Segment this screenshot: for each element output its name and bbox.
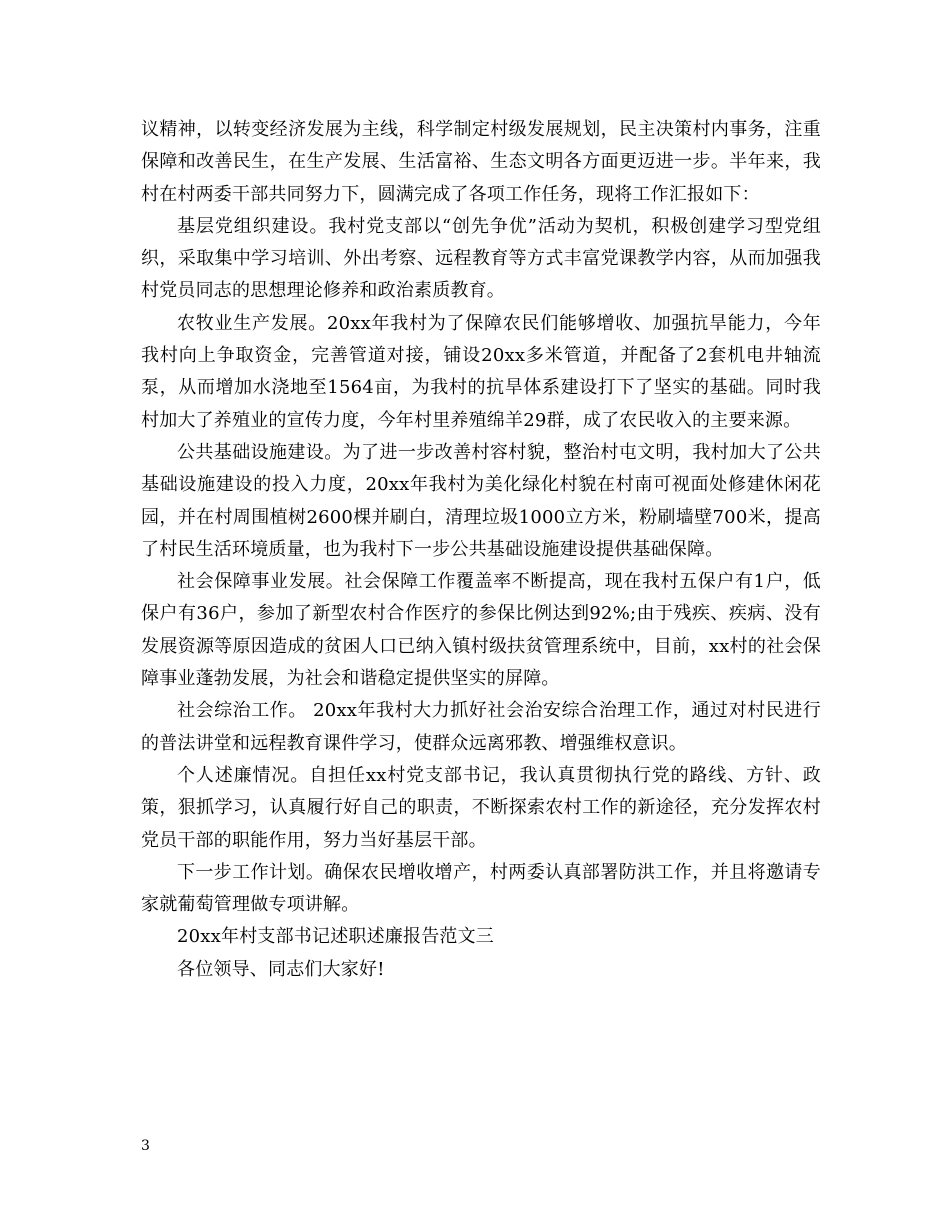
paragraph-infrastructure: 公共基础设施建设。为了进一步改善村容村貌，整治村屯文明，我村加大了公共基础设施建设的投入力度，20xx年我村为美化绿化村貌在村南可视面处修建休闲花园，并在村周围植树2600棵并刷白，清理垃圾1000立方米，粉刷墙壁700米，提高了村民生活环境质量，也为我村下一步公共基础设施建设提供基础保障。 (141, 441, 821, 560)
document-body (141, 114, 821, 986)
paragraph-social-security: 社会保障事业发展。社会保障工作覆盖率不断提高，现在我村五保户有1户，低保户有36户，参加了新型农村合作医疗的参保比例达到92%;由于残疾、疾病、没有发展资源等原因造成的贫困人口已纳入镇村级扶贫管理系统中，目前，xx村的社会保障事业蓬勃发展，为社会和谐稳定提供坚实的屏障。 (141, 571, 821, 690)
paragraph-integrity-report: 个人述廉情况。自担任xx村党支部书记，我认真贯彻执行党的路线、方针、政策，狠抓学习，认真履行好自己的职责，不断探索农村工作的新途径，充分发挥农村党员干部的职能作用，努力当好基层干部。 (141, 764, 821, 851)
paragraph-public-security: 社会综治工作。 20xx年我村大力抓好社会治安综合治理工作，通过对村民进行的普法讲堂和远程教育课件学习，使群众远离邪教、增强维权意识。 (141, 700, 821, 754)
paragraph-intro-continuation: 议精神，以转变经济发展为主线，科学制定村级发展规划，民主决策村内事务，注重保障和改善民生，在生产发展、生活富裕、生态文明各方面更迈进一步。半年来，我村在村两委干部共同努力下，圆满完成了各项工作任务，现将工作汇报如下： (141, 119, 821, 205)
paragraph-party-organization: 基层党组织建设。我村党支部以“创先争优”活动为契机，积极创建学习型党组织，采取集中学习培训、外出考察、远程教育等方式丰富党课教学内容，从而加强我村党员同志的思想理论修养和政治素质教育。 (141, 215, 821, 302)
section-title-sample-three: 20xx年村支部书记述职述廉报告范文三 (177, 926, 495, 948)
paragraph-agriculture: 农牧业生产发展。20xx年我村为了保障农民们能够增收、加强抗旱能力，今年我村向上争取资金，完善管道对接，铺设20xx多米管道，并配备了2套机电井轴流泵，从而增加水浇地至1564亩，为我村的抗旱体系建设打下了坚实的基础。同时我村加大了养殖业的宣传力度，今年村里养殖绵羊29群，成了农民收入的主要来源。 (141, 312, 821, 431)
page-number: 3 (141, 1138, 150, 1154)
paragraph-next-plan: 下一步工作计划。确保农民增收增产，村两委认真部署防洪工作，并且将邀请专家就葡萄管理做专项讲解。 (141, 861, 821, 916)
greeting-line: 各位领导、同志们大家好! (177, 958, 385, 980)
